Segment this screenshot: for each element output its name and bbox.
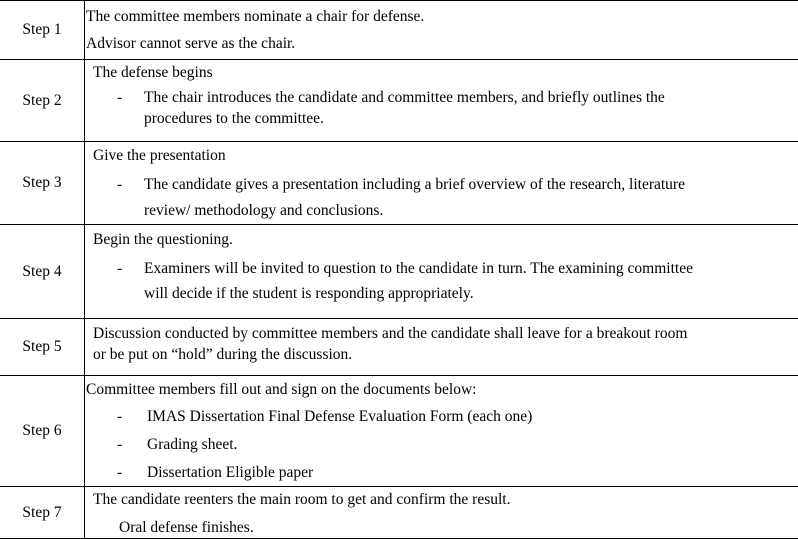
- step-text-line: The candidate reenters the main room to get and confirm the result.: [93, 491, 511, 508]
- step-label-cell: [0, 1, 84, 59]
- step-heading: The defense begins: [93, 64, 213, 81]
- bullet-dash: -: [117, 89, 123, 106]
- bullet-text-line: IMAS Dissertation Final Defense Evaluation Form (each one): [147, 408, 533, 425]
- step-label: Step 5: [22, 338, 62, 355]
- step-row-7: [0, 486, 798, 539]
- step-row-4: [0, 224, 798, 318]
- step-text-line: Oral defense finishes.: [119, 519, 254, 536]
- step-row-1: [0, 0, 798, 59]
- bullet-text-line: Examiners will be invited to question to the candidate in turn. The examining committee: [144, 260, 693, 277]
- step-label: Step 1: [22, 21, 62, 38]
- step-label-cell: [0, 60, 84, 141]
- step-label: Step 6: [22, 422, 62, 439]
- step-text-line: The committee members nominate a chair for defense.: [86, 8, 425, 25]
- bullet-text-line: procedures to the committee.: [144, 110, 324, 127]
- step-row-3: [0, 141, 798, 224]
- step-content: [85, 1, 798, 59]
- step-content: [85, 487, 798, 538]
- step-content: [85, 142, 798, 224]
- step-label: Step 4: [22, 262, 62, 280]
- step-label-cell: [0, 319, 84, 375]
- bullet-text-line: Dissertation Eligible paper: [147, 464, 314, 481]
- step-label-cell: [0, 142, 84, 224]
- step-content: [85, 225, 798, 318]
- step-row-2: [0, 59, 798, 141]
- bullet-dash: -: [117, 260, 123, 277]
- bullet-text-line: Grading sheet.: [147, 436, 238, 453]
- step-text-line: or be put on “hold” during the discussion.: [93, 346, 353, 363]
- step-text-line: Discussion conducted by committee members and the candidate shall leave for a breakout room: [93, 325, 688, 342]
- bullet-dash: -: [117, 408, 123, 425]
- step-row-5: [0, 318, 798, 375]
- step-content: [85, 376, 798, 486]
- step-label-cell: [0, 376, 84, 486]
- bullet-text-line: The candidate gives a presentation including a brief overview of the research, literature: [144, 176, 685, 193]
- step-row-6: [0, 375, 798, 486]
- bullet-dash: -: [117, 464, 123, 481]
- step-label: Step 7: [22, 503, 62, 521]
- bullet-text-line: will decide if the student is responding appropriately.: [144, 285, 474, 302]
- bullet-text-line: review/ methodology and conclusions.: [144, 202, 384, 219]
- bullet-dash: -: [117, 176, 123, 193]
- step-label: Step 3: [22, 174, 62, 191]
- step-heading: Give the presentation: [93, 147, 226, 164]
- step-label-cell: [0, 225, 84, 318]
- step-label: Step 2: [22, 91, 62, 109]
- bullet-text-line: The chair introduces the candidate and committee members, and briefly outlines the: [144, 89, 665, 106]
- step-heading: Begin the questioning.: [93, 231, 233, 248]
- step-label-cell: [0, 487, 84, 538]
- step-content: [85, 319, 798, 375]
- bullet-dash: -: [117, 436, 123, 453]
- step-text-line: Advisor cannot serve as the chair.: [86, 35, 296, 52]
- step-heading: Committee members fill out and sign on the documents below:: [86, 381, 477, 398]
- step-content: [85, 60, 798, 141]
